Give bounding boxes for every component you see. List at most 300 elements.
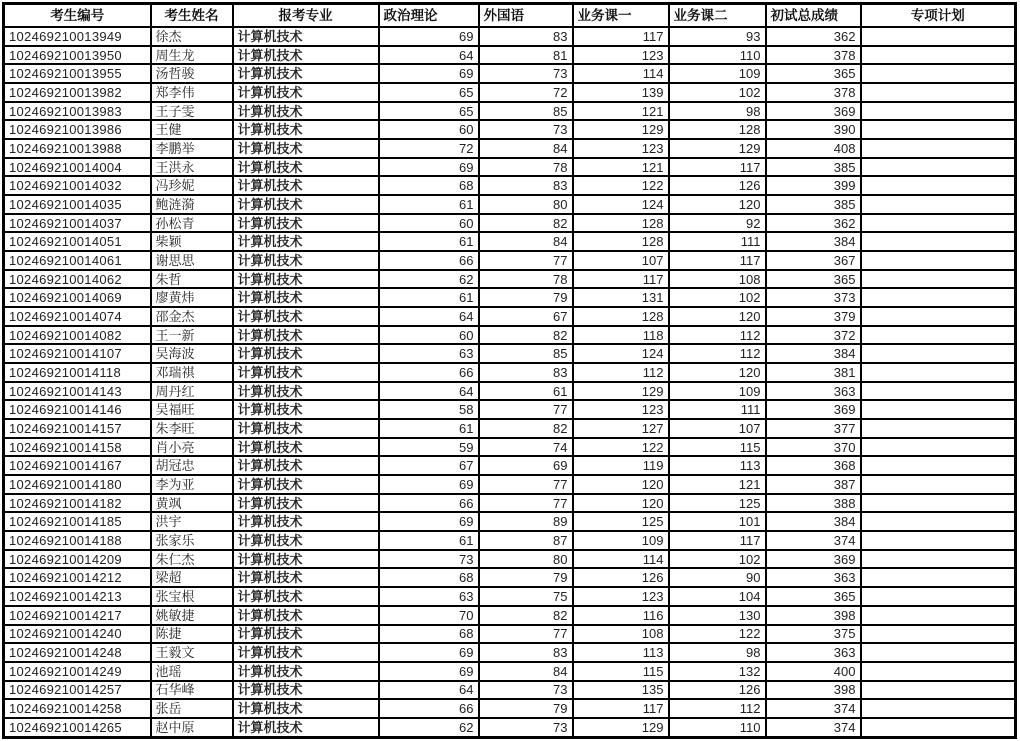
cell-special-plan bbox=[861, 531, 1016, 550]
cell-politics-score: 64 bbox=[379, 307, 479, 326]
cell-subject-two-score: 117 bbox=[669, 531, 766, 550]
cell-candidate-id: 102469210014143 bbox=[4, 382, 151, 401]
cell-politics-score: 67 bbox=[379, 456, 479, 475]
cell-candidate-id: 102469210014257 bbox=[4, 681, 151, 700]
cell-total-score: 379 bbox=[766, 307, 861, 326]
table-row bbox=[4, 64, 1016, 83]
column-header-major: 报考专业 bbox=[233, 4, 379, 28]
cell-special-plan bbox=[861, 326, 1016, 345]
cell-total-score: 398 bbox=[766, 681, 861, 700]
cell-candidate-name: 王一新 bbox=[151, 326, 233, 345]
cell-subject-one-score: 113 bbox=[573, 643, 669, 662]
cell-total-score: 378 bbox=[766, 83, 861, 102]
cell-total-score: 369 bbox=[766, 102, 861, 121]
cell-total-score: 369 bbox=[766, 400, 861, 419]
cell-special-plan bbox=[861, 83, 1016, 102]
cell-total-score: 362 bbox=[766, 214, 861, 233]
cell-special-plan bbox=[861, 344, 1016, 363]
cell-special-plan bbox=[861, 438, 1016, 457]
table-row bbox=[4, 643, 1016, 662]
cell-candidate-id: 102469210014240 bbox=[4, 625, 151, 644]
cell-foreign-language-score: 82 bbox=[479, 606, 573, 625]
cell-subject-two-score: 113 bbox=[669, 456, 766, 475]
cell-subject-one-score: 129 bbox=[573, 718, 669, 738]
cell-subject-one-score: 119 bbox=[573, 456, 669, 475]
cell-foreign-language-score: 73 bbox=[479, 120, 573, 139]
cell-total-score: 384 bbox=[766, 344, 861, 363]
cell-politics-score: 69 bbox=[379, 158, 479, 177]
table-row bbox=[4, 158, 1016, 177]
cell-subject-one-score: 117 bbox=[573, 270, 669, 289]
cell-politics-score: 65 bbox=[379, 102, 479, 121]
table-row bbox=[4, 419, 1016, 438]
cell-major: 计算机技术 bbox=[233, 195, 379, 214]
cell-major: 计算机技术 bbox=[233, 214, 379, 233]
column-header-candidate-name: 考生姓名 bbox=[151, 4, 233, 28]
table-header bbox=[4, 4, 1016, 28]
cell-candidate-name: 孙松青 bbox=[151, 214, 233, 233]
cell-candidate-id: 102469210014248 bbox=[4, 643, 151, 662]
cell-subject-two-score: 102 bbox=[669, 288, 766, 307]
cell-special-plan bbox=[861, 419, 1016, 438]
cell-subject-two-score: 104 bbox=[669, 587, 766, 606]
cell-candidate-id: 102469210014107 bbox=[4, 344, 151, 363]
cell-foreign-language-score: 79 bbox=[479, 288, 573, 307]
cell-politics-score: 66 bbox=[379, 363, 479, 382]
cell-candidate-id: 102469210014146 bbox=[4, 400, 151, 419]
cell-major: 计算机技术 bbox=[233, 363, 379, 382]
cell-subject-one-score: 116 bbox=[573, 606, 669, 625]
cell-major: 计算机技术 bbox=[233, 475, 379, 494]
cell-special-plan bbox=[861, 643, 1016, 662]
table-row bbox=[4, 27, 1016, 46]
cell-special-plan bbox=[861, 568, 1016, 587]
cell-foreign-language-score: 78 bbox=[479, 270, 573, 289]
cell-major: 计算机技术 bbox=[233, 27, 379, 46]
cell-subject-two-score: 126 bbox=[669, 681, 766, 700]
cell-politics-score: 69 bbox=[379, 643, 479, 662]
table-row bbox=[4, 587, 1016, 606]
cell-candidate-id: 102469210013982 bbox=[4, 83, 151, 102]
cell-subject-one-score: 135 bbox=[573, 681, 669, 700]
table-row bbox=[4, 195, 1016, 214]
cell-major: 计算机技术 bbox=[233, 568, 379, 587]
cell-candidate-id: 102469210014118 bbox=[4, 363, 151, 382]
cell-special-plan bbox=[861, 456, 1016, 475]
cell-foreign-language-score: 83 bbox=[479, 176, 573, 195]
cell-special-plan bbox=[861, 120, 1016, 139]
cell-candidate-name: 姚敏捷 bbox=[151, 606, 233, 625]
cell-subject-two-score: 129 bbox=[669, 139, 766, 158]
cell-politics-score: 62 bbox=[379, 270, 479, 289]
cell-foreign-language-score: 72 bbox=[479, 83, 573, 102]
cell-politics-score: 68 bbox=[379, 625, 479, 644]
cell-total-score: 369 bbox=[766, 550, 861, 569]
cell-foreign-language-score: 77 bbox=[479, 400, 573, 419]
table-row bbox=[4, 494, 1016, 513]
cell-politics-score: 69 bbox=[379, 662, 479, 681]
cell-candidate-name: 朱仁杰 bbox=[151, 550, 233, 569]
cell-major: 计算机技术 bbox=[233, 270, 379, 289]
cell-candidate-name: 柴颖 bbox=[151, 232, 233, 251]
cell-candidate-name: 胡冠忠 bbox=[151, 456, 233, 475]
cell-candidate-name: 朱哲 bbox=[151, 270, 233, 289]
column-header-total-score: 初试总成绩 bbox=[766, 4, 861, 28]
cell-politics-score: 61 bbox=[379, 419, 479, 438]
table-row bbox=[4, 176, 1016, 195]
cell-politics-score: 59 bbox=[379, 438, 479, 457]
cell-candidate-name: 徐杰 bbox=[151, 27, 233, 46]
cell-politics-score: 69 bbox=[379, 512, 479, 531]
cell-subject-two-score: 115 bbox=[669, 438, 766, 457]
cell-candidate-id: 102469210013955 bbox=[4, 64, 151, 83]
cell-subject-two-score: 120 bbox=[669, 307, 766, 326]
cell-special-plan bbox=[861, 158, 1016, 177]
cell-special-plan bbox=[861, 64, 1016, 83]
cell-candidate-id: 102469210014188 bbox=[4, 531, 151, 550]
header-row bbox=[4, 4, 1016, 28]
cell-candidate-id: 102469210013949 bbox=[4, 27, 151, 46]
cell-subject-two-score: 128 bbox=[669, 120, 766, 139]
cell-politics-score: 63 bbox=[379, 587, 479, 606]
cell-major: 计算机技术 bbox=[233, 419, 379, 438]
cell-subject-one-score: 115 bbox=[573, 662, 669, 681]
cell-subject-two-score: 112 bbox=[669, 344, 766, 363]
cell-special-plan bbox=[861, 288, 1016, 307]
cell-subject-one-score: 120 bbox=[573, 494, 669, 513]
cell-subject-one-score: 131 bbox=[573, 288, 669, 307]
cell-candidate-name: 赵中原 bbox=[151, 718, 233, 738]
cell-subject-one-score: 114 bbox=[573, 550, 669, 569]
cell-total-score: 367 bbox=[766, 251, 861, 270]
cell-subject-one-score: 126 bbox=[573, 568, 669, 587]
cell-total-score: 399 bbox=[766, 176, 861, 195]
cell-candidate-name: 池瑶 bbox=[151, 662, 233, 681]
cell-candidate-name: 李为亚 bbox=[151, 475, 233, 494]
cell-special-plan bbox=[861, 102, 1016, 121]
cell-subject-one-score: 125 bbox=[573, 512, 669, 531]
cell-subject-two-score: 125 bbox=[669, 494, 766, 513]
cell-foreign-language-score: 74 bbox=[479, 438, 573, 457]
cell-candidate-name: 周丹红 bbox=[151, 382, 233, 401]
cell-special-plan bbox=[861, 587, 1016, 606]
cell-politics-score: 69 bbox=[379, 27, 479, 46]
cell-major: 计算机技术 bbox=[233, 344, 379, 363]
cell-candidate-id: 102469210014265 bbox=[4, 718, 151, 738]
cell-total-score: 363 bbox=[766, 643, 861, 662]
cell-candidate-name: 黄飒 bbox=[151, 494, 233, 513]
cell-major: 计算机技术 bbox=[233, 438, 379, 457]
cell-candidate-name: 张宝根 bbox=[151, 587, 233, 606]
table-row bbox=[4, 326, 1016, 345]
table-row bbox=[4, 120, 1016, 139]
cell-special-plan bbox=[861, 139, 1016, 158]
cell-foreign-language-score: 84 bbox=[479, 139, 573, 158]
cell-total-score: 363 bbox=[766, 382, 861, 401]
cell-candidate-id: 102469210014212 bbox=[4, 568, 151, 587]
cell-total-score: 385 bbox=[766, 158, 861, 177]
cell-subject-one-score: 122 bbox=[573, 438, 669, 457]
cell-candidate-id: 102469210013988 bbox=[4, 139, 151, 158]
cell-foreign-language-score: 75 bbox=[479, 587, 573, 606]
cell-subject-two-score: 107 bbox=[669, 419, 766, 438]
cell-candidate-name: 朱李旺 bbox=[151, 419, 233, 438]
column-header-foreign-language-score: 外国语 bbox=[479, 4, 573, 28]
cell-candidate-id: 102469210014061 bbox=[4, 251, 151, 270]
cell-foreign-language-score: 67 bbox=[479, 307, 573, 326]
cell-politics-score: 70 bbox=[379, 606, 479, 625]
cell-foreign-language-score: 89 bbox=[479, 512, 573, 531]
cell-candidate-id: 102469210014258 bbox=[4, 699, 151, 718]
cell-foreign-language-score: 85 bbox=[479, 344, 573, 363]
cell-subject-one-score: 123 bbox=[573, 139, 669, 158]
cell-candidate-name: 李鹏举 bbox=[151, 139, 233, 158]
cell-candidate-name: 邓瑞祺 bbox=[151, 363, 233, 382]
cell-subject-one-score: 122 bbox=[573, 176, 669, 195]
cell-foreign-language-score: 80 bbox=[479, 550, 573, 569]
cell-major: 计算机技术 bbox=[233, 139, 379, 158]
cell-subject-one-score: 123 bbox=[573, 587, 669, 606]
cell-total-score: 385 bbox=[766, 195, 861, 214]
cell-total-score: 365 bbox=[766, 587, 861, 606]
cell-candidate-name: 梁超 bbox=[151, 568, 233, 587]
cell-major: 计算机技术 bbox=[233, 251, 379, 270]
cell-foreign-language-score: 82 bbox=[479, 214, 573, 233]
cell-major: 计算机技术 bbox=[233, 587, 379, 606]
cell-candidate-id: 102469210014157 bbox=[4, 419, 151, 438]
cell-major: 计算机技术 bbox=[233, 288, 379, 307]
table-row bbox=[4, 270, 1016, 289]
cell-foreign-language-score: 82 bbox=[479, 326, 573, 345]
cell-candidate-id: 102469210014158 bbox=[4, 438, 151, 457]
cell-subject-one-score: 128 bbox=[573, 214, 669, 233]
cell-special-plan bbox=[861, 625, 1016, 644]
cell-major: 计算机技术 bbox=[233, 531, 379, 550]
cell-politics-score: 64 bbox=[379, 681, 479, 700]
cell-candidate-name: 张岳 bbox=[151, 699, 233, 718]
cell-subject-two-score: 112 bbox=[669, 699, 766, 718]
cell-special-plan bbox=[861, 718, 1016, 738]
cell-politics-score: 68 bbox=[379, 568, 479, 587]
cell-foreign-language-score: 84 bbox=[479, 662, 573, 681]
cell-total-score: 408 bbox=[766, 139, 861, 158]
cell-special-plan bbox=[861, 195, 1016, 214]
cell-special-plan bbox=[861, 363, 1016, 382]
cell-subject-one-score: 124 bbox=[573, 344, 669, 363]
table-row bbox=[4, 606, 1016, 625]
cell-politics-score: 69 bbox=[379, 475, 479, 494]
column-header-politics-score: 政治理论 bbox=[379, 4, 479, 28]
cell-subject-one-score: 127 bbox=[573, 419, 669, 438]
cell-politics-score: 64 bbox=[379, 382, 479, 401]
table-row bbox=[4, 102, 1016, 121]
table-row bbox=[4, 456, 1016, 475]
cell-politics-score: 60 bbox=[379, 214, 479, 233]
cell-politics-score: 73 bbox=[379, 550, 479, 569]
cell-candidate-name: 周生龙 bbox=[151, 46, 233, 65]
cell-subject-two-score: 122 bbox=[669, 625, 766, 644]
cell-foreign-language-score: 81 bbox=[479, 46, 573, 65]
cell-subject-two-score: 109 bbox=[669, 64, 766, 83]
cell-candidate-id: 102469210014051 bbox=[4, 232, 151, 251]
cell-subject-two-score: 132 bbox=[669, 662, 766, 681]
cell-total-score: 375 bbox=[766, 625, 861, 644]
cell-foreign-language-score: 61 bbox=[479, 382, 573, 401]
cell-candidate-id: 102469210013950 bbox=[4, 46, 151, 65]
cell-politics-score: 66 bbox=[379, 699, 479, 718]
cell-major: 计算机技术 bbox=[233, 550, 379, 569]
score-table bbox=[2, 2, 1017, 739]
cell-candidate-id: 102469210014249 bbox=[4, 662, 151, 681]
cell-politics-score: 60 bbox=[379, 120, 479, 139]
cell-major: 计算机技术 bbox=[233, 643, 379, 662]
cell-candidate-id: 102469210014209 bbox=[4, 550, 151, 569]
cell-subject-one-score: 108 bbox=[573, 625, 669, 644]
cell-subject-two-score: 109 bbox=[669, 382, 766, 401]
cell-candidate-name: 吴福旺 bbox=[151, 400, 233, 419]
score-table-container bbox=[2, 2, 1016, 739]
cell-special-plan bbox=[861, 46, 1016, 65]
cell-subject-two-score: 102 bbox=[669, 550, 766, 569]
cell-total-score: 388 bbox=[766, 494, 861, 513]
cell-subject-two-score: 120 bbox=[669, 363, 766, 382]
table-row bbox=[4, 46, 1016, 65]
cell-subject-one-score: 114 bbox=[573, 64, 669, 83]
cell-subject-two-score: 101 bbox=[669, 512, 766, 531]
cell-politics-score: 61 bbox=[379, 195, 479, 214]
cell-subject-one-score: 118 bbox=[573, 326, 669, 345]
cell-major: 计算机技术 bbox=[233, 400, 379, 419]
cell-candidate-id: 102469210014082 bbox=[4, 326, 151, 345]
table-row bbox=[4, 232, 1016, 251]
cell-subject-one-score: 109 bbox=[573, 531, 669, 550]
cell-candidate-name: 陈捷 bbox=[151, 625, 233, 644]
table-row bbox=[4, 363, 1016, 382]
cell-total-score: 384 bbox=[766, 232, 861, 251]
table-row bbox=[4, 382, 1016, 401]
cell-major: 计算机技术 bbox=[233, 232, 379, 251]
cell-special-plan bbox=[861, 681, 1016, 700]
cell-candidate-name: 王毅文 bbox=[151, 643, 233, 662]
cell-subject-two-score: 111 bbox=[669, 232, 766, 251]
cell-subject-two-score: 117 bbox=[669, 158, 766, 177]
cell-subject-two-score: 110 bbox=[669, 46, 766, 65]
cell-special-plan bbox=[861, 307, 1016, 326]
cell-politics-score: 72 bbox=[379, 139, 479, 158]
table-row bbox=[4, 438, 1016, 457]
cell-candidate-id: 102469210014217 bbox=[4, 606, 151, 625]
cell-foreign-language-score: 77 bbox=[479, 251, 573, 270]
cell-major: 计算机技术 bbox=[233, 102, 379, 121]
cell-major: 计算机技术 bbox=[233, 326, 379, 345]
cell-major: 计算机技术 bbox=[233, 46, 379, 65]
cell-subject-one-score: 117 bbox=[573, 27, 669, 46]
cell-major: 计算机技术 bbox=[233, 64, 379, 83]
cell-politics-score: 68 bbox=[379, 176, 479, 195]
cell-special-plan bbox=[861, 27, 1016, 46]
cell-foreign-language-score: 69 bbox=[479, 456, 573, 475]
table-row bbox=[4, 568, 1016, 587]
cell-subject-one-score: 107 bbox=[573, 251, 669, 270]
cell-subject-two-score: 108 bbox=[669, 270, 766, 289]
table-row bbox=[4, 550, 1016, 569]
table-row bbox=[4, 251, 1016, 270]
column-header-subject-one-score: 业务课一 bbox=[573, 4, 669, 28]
cell-foreign-language-score: 77 bbox=[479, 625, 573, 644]
cell-total-score: 374 bbox=[766, 699, 861, 718]
cell-foreign-language-score: 73 bbox=[479, 718, 573, 738]
table-body bbox=[4, 27, 1016, 738]
cell-major: 计算机技术 bbox=[233, 120, 379, 139]
table-row bbox=[4, 307, 1016, 326]
table-row bbox=[4, 475, 1016, 494]
cell-foreign-language-score: 83 bbox=[479, 643, 573, 662]
column-header-subject-two-score: 业务课二 bbox=[669, 4, 766, 28]
cell-candidate-id: 102469210014180 bbox=[4, 475, 151, 494]
cell-subject-one-score: 123 bbox=[573, 400, 669, 419]
table-row bbox=[4, 512, 1016, 531]
cell-foreign-language-score: 85 bbox=[479, 102, 573, 121]
cell-major: 计算机技术 bbox=[233, 625, 379, 644]
cell-candidate-name: 鲍涟漪 bbox=[151, 195, 233, 214]
cell-major: 计算机技术 bbox=[233, 681, 379, 700]
cell-politics-score: 64 bbox=[379, 46, 479, 65]
cell-candidate-name: 冯珍妮 bbox=[151, 176, 233, 195]
cell-politics-score: 65 bbox=[379, 83, 479, 102]
cell-candidate-id: 102469210014074 bbox=[4, 307, 151, 326]
cell-special-plan bbox=[861, 606, 1016, 625]
table-row bbox=[4, 531, 1016, 550]
cell-foreign-language-score: 87 bbox=[479, 531, 573, 550]
cell-special-plan bbox=[861, 475, 1016, 494]
cell-major: 计算机技术 bbox=[233, 176, 379, 195]
column-header-special-plan: 专项计划 bbox=[861, 4, 1016, 28]
cell-candidate-name: 汤哲骏 bbox=[151, 64, 233, 83]
cell-major: 计算机技术 bbox=[233, 307, 379, 326]
cell-major: 计算机技术 bbox=[233, 606, 379, 625]
cell-candidate-name: 肖小亮 bbox=[151, 438, 233, 457]
cell-subject-one-score: 128 bbox=[573, 232, 669, 251]
table-row bbox=[4, 139, 1016, 158]
cell-candidate-name: 廖黄炜 bbox=[151, 288, 233, 307]
cell-politics-score: 61 bbox=[379, 288, 479, 307]
cell-total-score: 374 bbox=[766, 531, 861, 550]
cell-special-plan bbox=[861, 214, 1016, 233]
cell-candidate-name: 王子雯 bbox=[151, 102, 233, 121]
cell-total-score: 363 bbox=[766, 568, 861, 587]
cell-subject-one-score: 123 bbox=[573, 46, 669, 65]
cell-major: 计算机技术 bbox=[233, 456, 379, 475]
cell-subject-two-score: 92 bbox=[669, 214, 766, 233]
table-row bbox=[4, 288, 1016, 307]
cell-subject-two-score: 93 bbox=[669, 27, 766, 46]
cell-candidate-id: 102469210014032 bbox=[4, 176, 151, 195]
cell-foreign-language-score: 83 bbox=[479, 27, 573, 46]
table-row bbox=[4, 662, 1016, 681]
cell-subject-two-score: 98 bbox=[669, 102, 766, 121]
table-row bbox=[4, 699, 1016, 718]
cell-total-score: 378 bbox=[766, 46, 861, 65]
cell-special-plan bbox=[861, 550, 1016, 569]
cell-total-score: 365 bbox=[766, 270, 861, 289]
cell-total-score: 370 bbox=[766, 438, 861, 457]
cell-politics-score: 61 bbox=[379, 531, 479, 550]
cell-subject-two-score: 130 bbox=[669, 606, 766, 625]
cell-subject-two-score: 126 bbox=[669, 176, 766, 195]
cell-subject-one-score: 139 bbox=[573, 83, 669, 102]
table-row bbox=[4, 214, 1016, 233]
cell-special-plan bbox=[861, 382, 1016, 401]
